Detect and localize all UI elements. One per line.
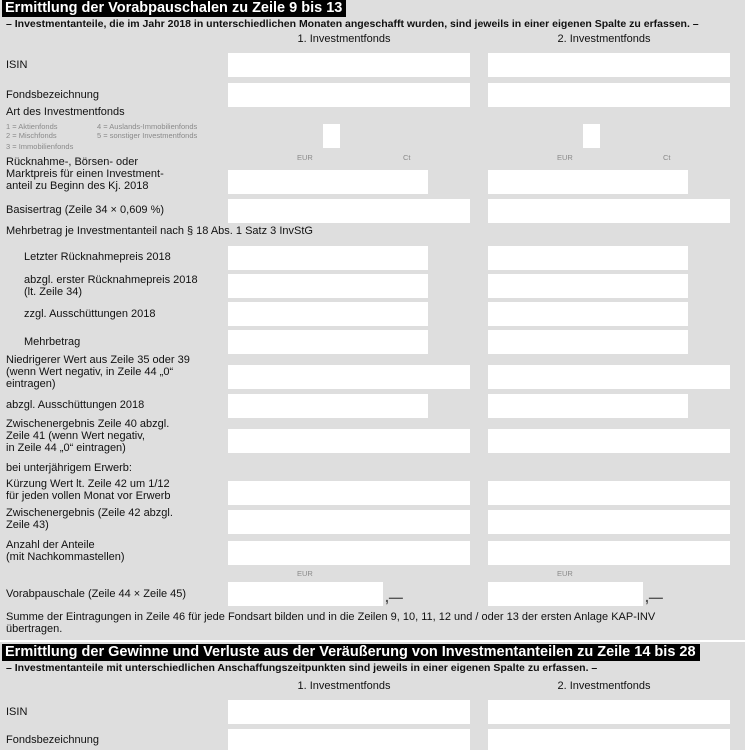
mehrbetrag-input-1[interactable] <box>228 330 428 354</box>
ct-unit: Ct <box>663 153 671 162</box>
summe-label-line2: übertragen. <box>6 623 63 635</box>
kuerzung-label-line2: für jeden vollen Monat vor Erwerb <box>6 490 171 502</box>
basisertrag-label: Basisertrag (Zeile 34 × 0,609 %) <box>6 204 165 216</box>
zzgl-label: zzgl. Ausschüttungen 2018 <box>24 308 156 320</box>
abzgl-aussch-input-2[interactable] <box>488 394 688 418</box>
anzahl-label-line2: (mit Nachkommastellen) <box>6 551 125 563</box>
zwischen2-input-1[interactable] <box>228 510 470 534</box>
basisertrag-input-1[interactable] <box>228 199 470 223</box>
basisertrag-input-2[interactable] <box>488 199 730 223</box>
eur-unit: EUR <box>297 569 313 578</box>
zwischen1-input-1[interactable] <box>228 429 470 453</box>
art-code-4: 4 = Auslands-Immobilienfonds <box>97 122 198 131</box>
art-code-5: 5 = sonstiger Investmentfonds <box>97 131 198 140</box>
zwischen1-input-2[interactable] <box>488 429 730 453</box>
letzter-label: Letzter Rücknahmepreis 2018 <box>24 251 171 263</box>
abzgl-aussch-label: abzgl. Ausschüttungen 2018 <box>6 399 145 411</box>
unterjaehrig-label: bei unterjährigem Erwerb: <box>6 462 132 474</box>
zwischen2-label-line2: Zeile 43) <box>6 519 49 531</box>
ruecknahme-label-line2: Marktpreis für einen Investment- <box>6 168 164 180</box>
section1-subtitle: – Investmentanteile, die im Jahr 2018 in unterschiedlichen Monaten angeschafft wurden, sind jeweils in einer eigenen Spalte zu erfassen. – <box>6 18 699 30</box>
vorab-dash-2: ,— <box>645 589 663 605</box>
section1-col1-header: 1. Investmentfonds <box>297 33 391 45</box>
letzter-input-2[interactable] <box>488 246 688 270</box>
zzgl-input-2[interactable] <box>488 302 688 326</box>
niedrigerer-input-1[interactable] <box>228 365 470 389</box>
section2-isin-label: ISIN <box>6 706 28 718</box>
mehrbetrag-input-2[interactable] <box>488 330 688 354</box>
mehrbetrag-label: Mehrbetrag <box>24 336 81 348</box>
section1-col2-header: 2. Investmentfonds <box>557 33 651 45</box>
isin-input-1[interactable] <box>228 53 470 77</box>
eur-unit: EUR <box>557 153 573 162</box>
niedrigerer-label-line2: (wenn Wert negativ, in Zeile 44 „0“ <box>6 366 174 378</box>
ruecknahme-input-1[interactable] <box>228 170 428 194</box>
section2-col1-header: 1. Investmentfonds <box>297 680 391 692</box>
vorab-input-1[interactable] <box>228 582 383 606</box>
ct-unit: Ct <box>403 153 411 162</box>
art-input-2[interactable] <box>583 124 600 148</box>
section2-isin-input-2[interactable] <box>488 700 730 724</box>
zzgl-input-1[interactable] <box>228 302 428 326</box>
section2-fondsbezeichnung-input-1[interactable] <box>228 729 470 750</box>
ruecknahme-label-line3: anteil zu Beginn des Kj. 2018 <box>6 180 149 192</box>
niedrigerer-label-line1: Niedrigerer Wert aus Zeile 35 oder 39 <box>6 354 190 366</box>
art-input-1[interactable] <box>323 124 340 148</box>
art-code-1: 1 = Aktienfonds <box>6 122 58 131</box>
abzgl-aussch-input-1[interactable] <box>228 394 428 418</box>
zwischen2-input-2[interactable] <box>488 510 730 534</box>
zwischen1-label-line1: Zwischenergebnis Zeile 40 abzgl. <box>6 418 170 430</box>
art-code-2: 2 = Mischfonds <box>6 131 57 140</box>
zwischen2-label-line1: Zwischenergebnis (Zeile 42 abzgl. <box>6 507 173 519</box>
isin-label: ISIN <box>6 59 28 71</box>
section2-col2-header: 2. Investmentfonds <box>557 680 651 692</box>
section2-title: Ermittlung der Gewinne und Verluste aus der Veräußerung von Investmentanteilen zu Zeile 14 bis 28 <box>2 644 700 661</box>
zwischen1-label-line2: Zeile 41 (wenn Wert negativ, <box>6 430 145 442</box>
kuerzung-input-2[interactable] <box>488 481 730 505</box>
niedrigerer-label-line3: eintragen) <box>6 378 56 390</box>
fondsbezeichnung-input-2[interactable] <box>488 83 730 107</box>
eur-unit: EUR <box>557 569 573 578</box>
isin-input-2[interactable] <box>488 53 730 77</box>
kuerzung-label-line1: Kürzung Wert lt. Zeile 42 um 1/12 <box>6 478 170 490</box>
section2-fondsbezeichnung-input-2[interactable] <box>488 729 730 750</box>
fondsbezeichnung-label: Fondsbezeichnung <box>6 89 99 101</box>
vorab-label: Vorabpauschale (Zeile 44 × Zeile 45) <box>6 588 187 600</box>
section1-title: Ermittlung der Vorabpauschalen zu Zeile 9 bis 13 <box>2 0 346 17</box>
abzgl-erster-label-line1: abzgl. erster Rücknahmepreis 2018 <box>24 274 198 286</box>
letzter-input-1[interactable] <box>228 246 428 270</box>
section2-isin-input-1[interactable] <box>228 700 470 724</box>
section2-subtitle: – Investmentanteile mit unterschiedlichen Anschaffungszeitpunkten sind jeweils in einer eigenen Spalte zu erfassen. – <box>6 662 598 674</box>
section-divider <box>0 640 745 642</box>
ruecknahme-input-2[interactable] <box>488 170 688 194</box>
section2-fondsbezeichnung-label: Fondsbezeichnung <box>6 734 99 746</box>
summe-label-line1: Summe der Eintragungen in Zeile 46 für jede Fondsart bilden und in die Zeilen 9, 10, 11, 12 und / oder 13 der ersten Anlage KAP-INV <box>6 611 656 623</box>
fondsbezeichnung-input-1[interactable] <box>228 83 470 107</box>
abzgl-erster-input-1[interactable] <box>228 274 428 298</box>
art-code-3: 3 = Immobilienfonds <box>6 142 74 151</box>
ruecknahme-label-line1: Rücknahme-, Börsen- oder <box>6 156 139 168</box>
anzahl-label-line1: Anzahl der Anteile <box>6 539 95 551</box>
mehrbetrag-header: Mehrbetrag je Investmentanteil nach § 18 Abs. 1 Satz 3 InvStG <box>6 225 313 237</box>
zwischen1-label-line3: in Zeile 44 „0“ eintragen) <box>6 442 126 454</box>
abzgl-erster-input-2[interactable] <box>488 274 688 298</box>
vorab-input-2[interactable] <box>488 582 643 606</box>
kuerzung-input-1[interactable] <box>228 481 470 505</box>
eur-unit: EUR <box>297 153 313 162</box>
abzgl-erster-label-line2: (lt. Zeile 34) <box>24 286 83 298</box>
anzahl-input-1[interactable] <box>228 541 470 565</box>
art-label: Art des Investmentfonds <box>6 106 125 118</box>
niedrigerer-input-2[interactable] <box>488 365 730 389</box>
anzahl-input-2[interactable] <box>488 541 730 565</box>
vorab-dash-1: ,— <box>385 589 403 605</box>
